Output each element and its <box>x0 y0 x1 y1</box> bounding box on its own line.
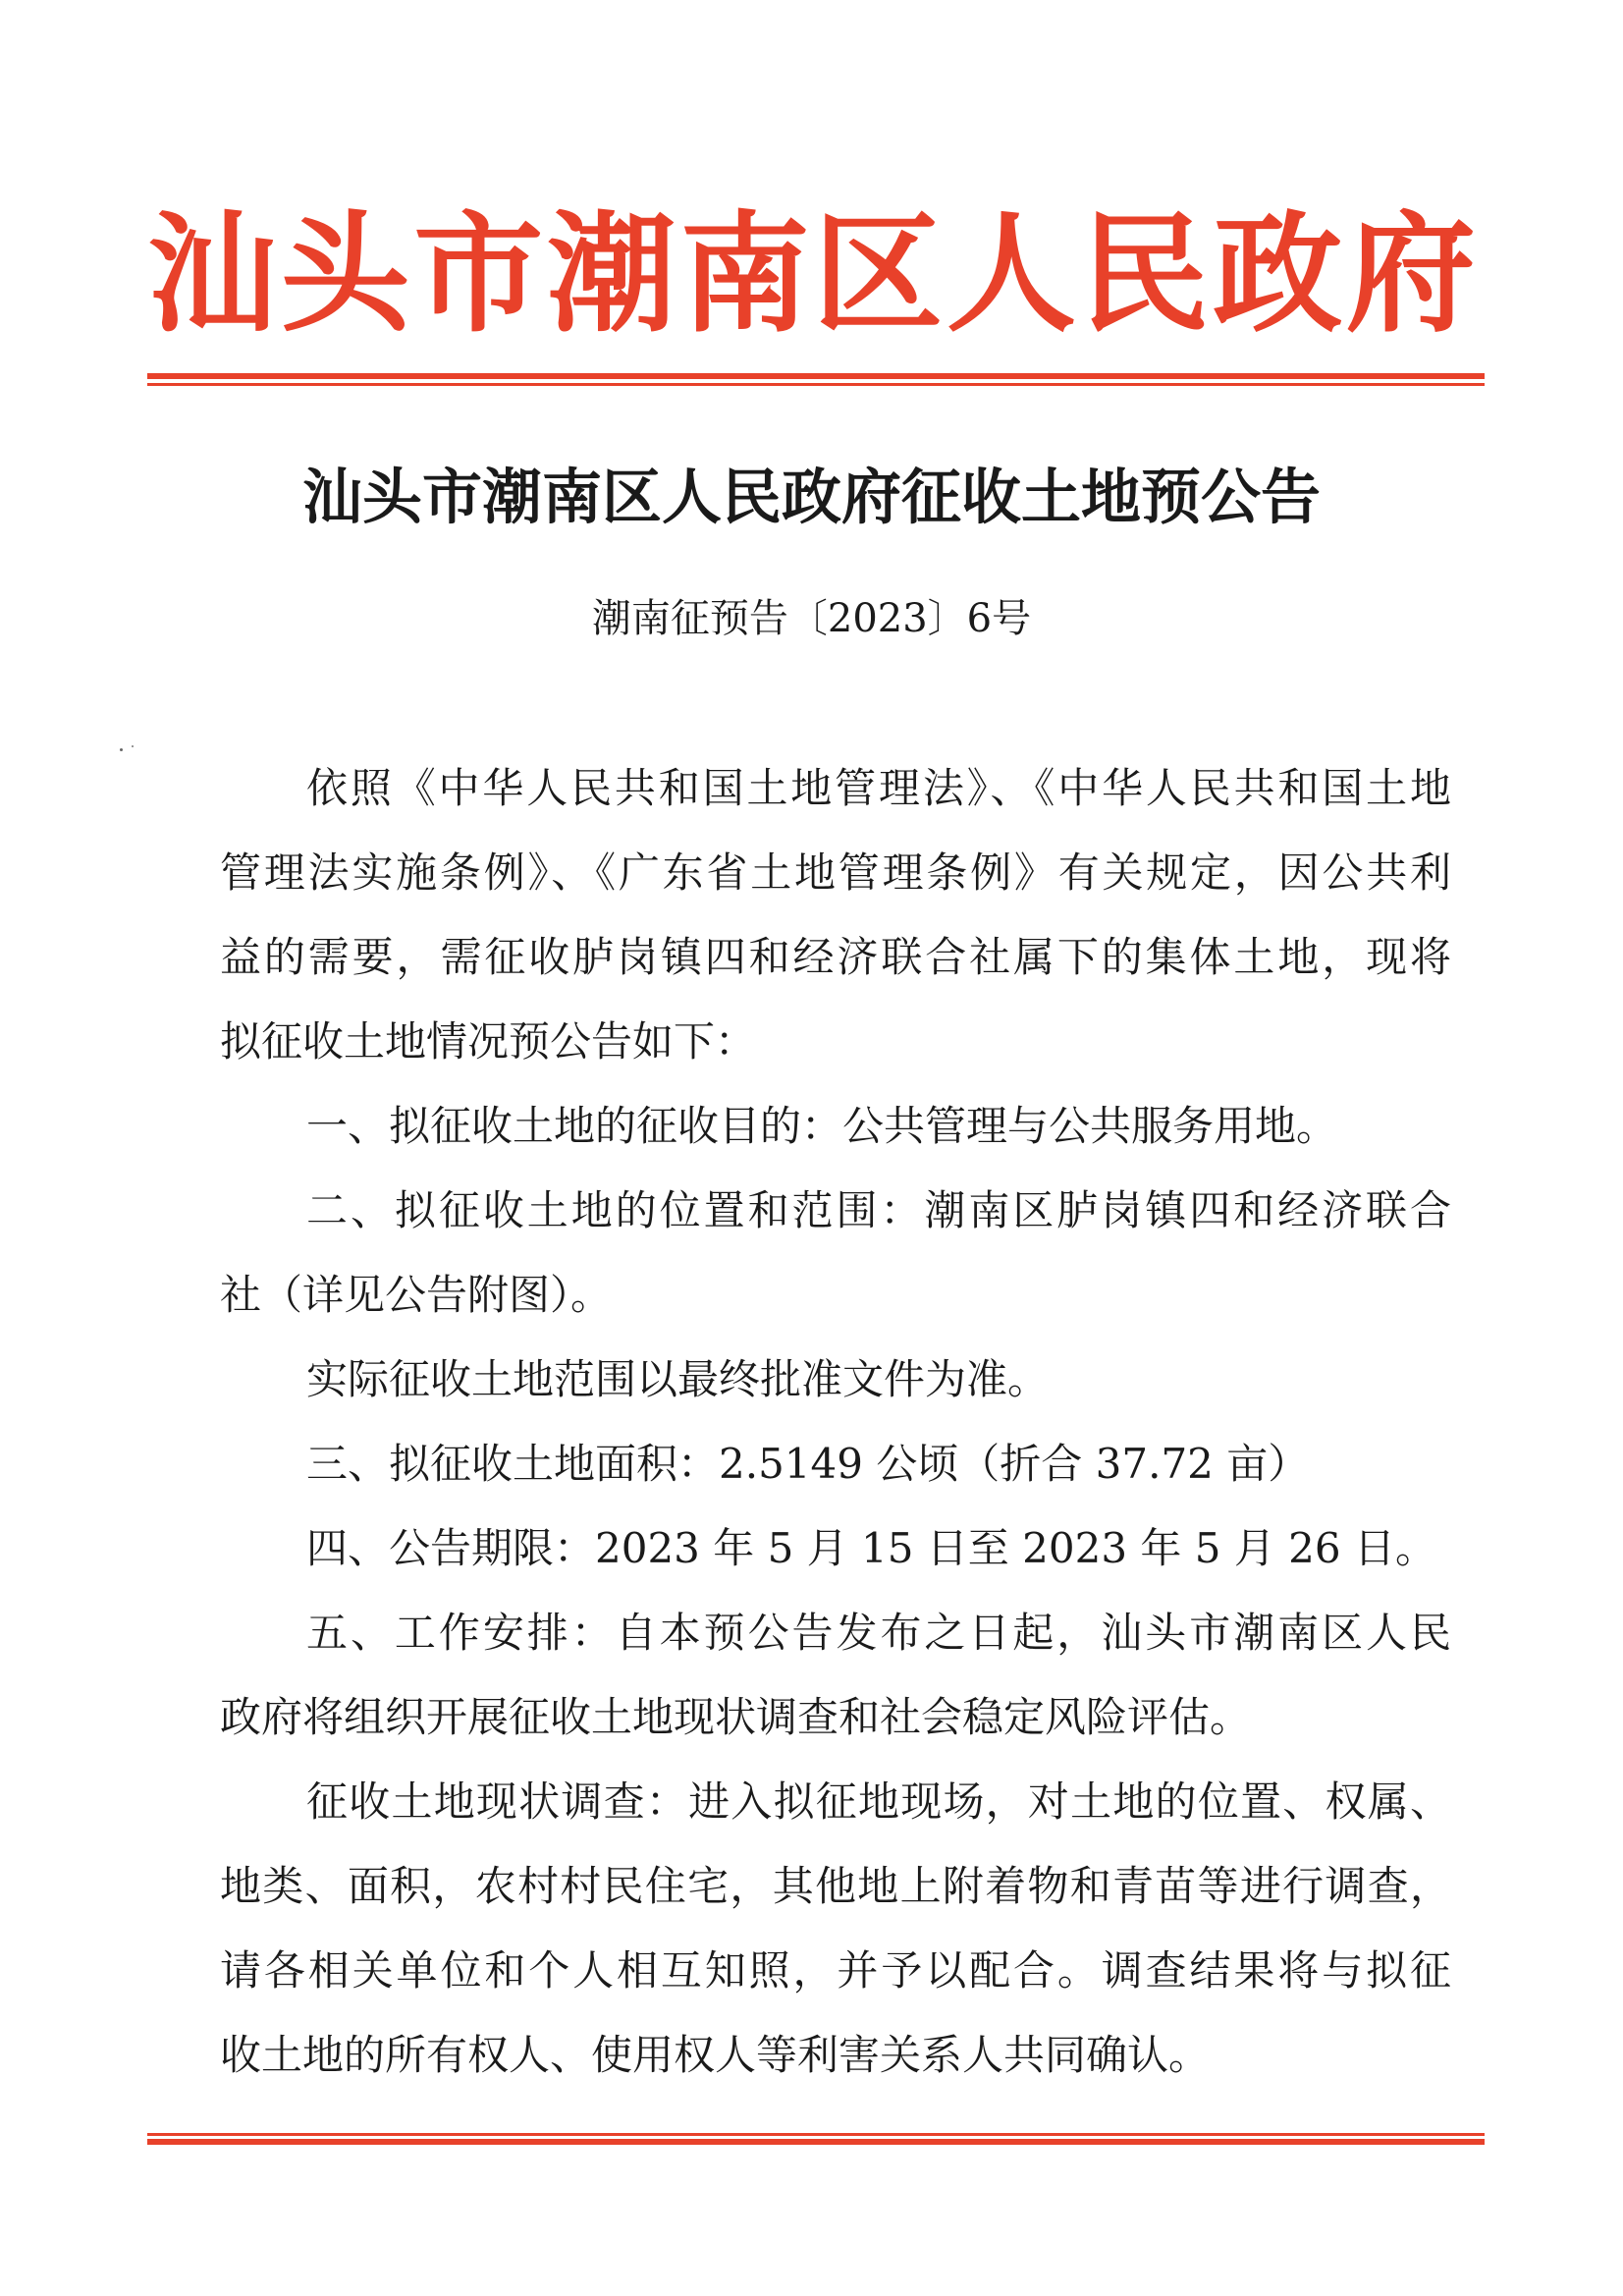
masthead-char: 汕 <box>147 198 277 351</box>
body-line: 政府将组织开展征收土地现状调查和社会稳定风险评估。 <box>220 1693 1252 1741</box>
masthead-issuer <box>147 191 1476 358</box>
rule-thick-line <box>147 2139 1485 2145</box>
document-title: 汕头市潮南区人民政府征收土地预公告 <box>301 463 1321 532</box>
body-line: 五、工作安排：自本预公告发布之日起，汕头市潮南区人民 <box>306 1609 1451 1657</box>
scan-speck <box>132 745 134 747</box>
body-line: 二、拟征收土地的位置和范围：潮南区胪岗镇四和经济联合 <box>306 1186 1451 1234</box>
masthead-red-rule <box>147 373 1485 387</box>
document-number: 潮南征预告〔2023〕6号 <box>591 596 1032 641</box>
body-line: 依照《中华人民共和国土地管理法》、《中华人民共和国土地 <box>306 764 1451 812</box>
masthead-char: 市 <box>413 198 544 351</box>
masthead-char: 潮 <box>546 198 676 351</box>
body-line: 收土地的所有权人、使用权人等利害关系人共同确认。 <box>220 2031 1211 2079</box>
body-line: 请各相关单位和个人相互知照，并予以配合。调查结果将与拟征 <box>220 1946 1451 1995</box>
body-line: 社（详见公告附图）。 <box>220 1271 613 1319</box>
body-line: 一、拟征收土地的征收目的：公共管理与公共服务用地。 <box>306 1102 1338 1150</box>
body-line: 实际征收土地范围以最终批准文件为准。 <box>306 1355 1050 1403</box>
body-line: 拟征收土地情况预公告如下： <box>220 1017 757 1066</box>
masthead-char: 政 <box>1213 198 1343 351</box>
rule-thin-line <box>147 2133 1485 2136</box>
body-line: 管理法实施条例》、《广东省土地管理条例》有关规定，因公共利 <box>220 848 1451 897</box>
masthead-char: 区 <box>813 198 944 351</box>
body-line: 四、公告期限：2023 年 5 月 15 日至 2023 年 5 月 26 日。 <box>306 1524 1436 1572</box>
rule-thick-line <box>147 373 1485 379</box>
body-line: 三、拟征收土地面积：2.5149 公顷（折合 37.72 亩） <box>306 1440 1310 1488</box>
document-body <box>220 746 1451 2098</box>
masthead-char: 南 <box>679 198 810 351</box>
rule-thin-line <box>147 383 1485 386</box>
masthead-char: 民 <box>1079 198 1210 351</box>
body-line: 地类、面积，农村村民住宅，其他地上附着物和青苗等进行调查， <box>220 1862 1451 1910</box>
masthead-char: 头 <box>280 198 410 351</box>
body-line: 益的需要，需征收胪岗镇四和经济联合社属下的集体土地，现将 <box>220 933 1451 981</box>
scan-speck <box>120 748 123 751</box>
masthead-char: 人 <box>946 198 1076 351</box>
masthead-char: 府 <box>1345 198 1476 351</box>
footer-red-rule <box>147 2133 1485 2147</box>
body-line: 征收土地现状调查：进入拟征地现场，对土地的位置、权属、 <box>306 1777 1451 1826</box>
